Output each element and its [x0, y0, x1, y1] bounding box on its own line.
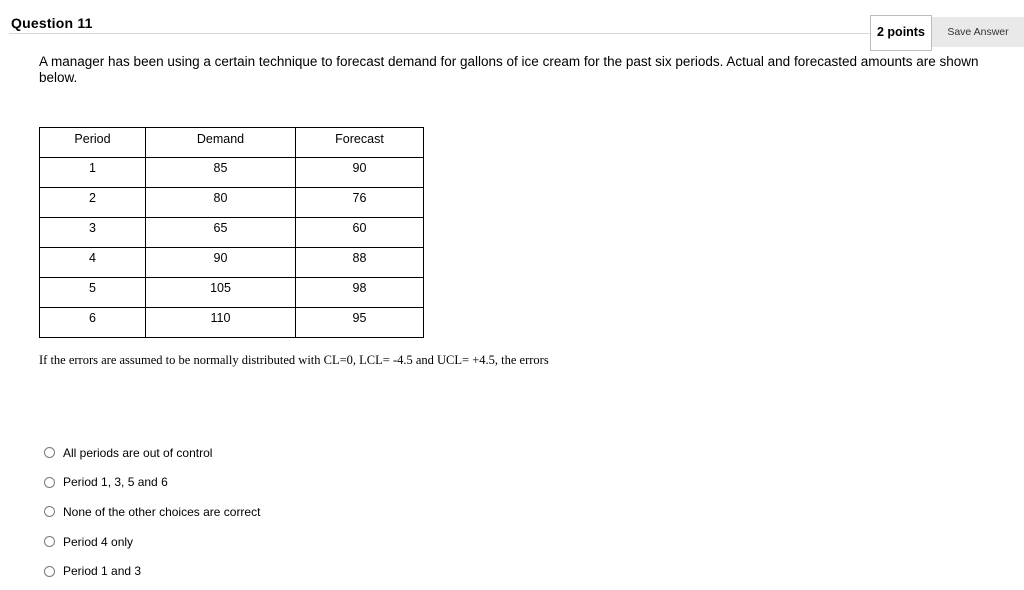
- radio-button[interactable]: [44, 566, 55, 577]
- answer-option[interactable]: [44, 527, 260, 557]
- cell-demand: 65: [146, 218, 296, 248]
- cell-demand: 90: [146, 248, 296, 278]
- radio-button[interactable]: [44, 506, 55, 517]
- radio-button[interactable]: [44, 536, 55, 547]
- cell-period: 1: [40, 158, 146, 188]
- header-divider: [9, 33, 871, 34]
- cell-demand: 105: [146, 278, 296, 308]
- question-intro: A manager has been using a certain technique to forecast demand for gallons of ice cream for the past six periods. Actual and forecasted amounts are shown below.: [39, 54, 979, 85]
- answer-label[interactable]: None of the other choices are correct: [63, 504, 261, 519]
- cell-forecast: 76: [296, 188, 424, 218]
- cell-forecast: 88: [296, 248, 424, 278]
- answer-label[interactable]: Period 4 only: [63, 534, 134, 549]
- answer-label[interactable]: Period 1 and 3: [63, 564, 142, 579]
- table-row: [40, 278, 424, 308]
- table-row: [40, 158, 424, 188]
- points-label: 2 points: [877, 25, 925, 39]
- points-badge: [870, 15, 932, 51]
- answer-option[interactable]: [44, 438, 260, 468]
- cell-demand: 85: [146, 158, 296, 188]
- cell-period: 6: [40, 308, 146, 338]
- answer-option[interactable]: [44, 497, 260, 527]
- answer-option[interactable]: [44, 556, 260, 586]
- save-answer-button[interactable]: Save Answer: [932, 17, 1024, 47]
- cell-forecast: 95: [296, 308, 424, 338]
- table-row: [40, 308, 424, 338]
- cell-forecast: 60: [296, 218, 424, 248]
- cell-period: 3: [40, 218, 146, 248]
- radio-button[interactable]: [44, 447, 55, 458]
- table-row: [40, 188, 424, 218]
- cell-demand: 110: [146, 308, 296, 338]
- answer-label[interactable]: Period 1, 3, 5 and 6: [63, 475, 168, 490]
- cell-demand: 80: [146, 188, 296, 218]
- answer-option[interactable]: [44, 468, 260, 498]
- answer-choices: [44, 438, 260, 586]
- answer-label[interactable]: All periods are out of control: [63, 445, 213, 460]
- header-demand: Demand: [146, 128, 296, 158]
- radio-button[interactable]: [44, 477, 55, 488]
- question-prompt: If the errors are assumed to be normally distributed with CL=0, LCL= -4.5 and UCL= +4.5, the errors: [39, 353, 549, 367]
- forecast-table: [39, 127, 424, 338]
- header-forecast: Forecast: [296, 128, 424, 158]
- table-row: [40, 248, 424, 278]
- table-row: [40, 218, 424, 248]
- cell-period: 4: [40, 248, 146, 278]
- question-header: [0, 0, 1024, 50]
- header-period: Period: [40, 128, 146, 158]
- question-title: Question 11: [11, 15, 93, 31]
- cell-period: 5: [40, 278, 146, 308]
- table-header-row: [40, 128, 424, 158]
- cell-forecast: 90: [296, 158, 424, 188]
- cell-period: 2: [40, 188, 146, 218]
- cell-forecast: 98: [296, 278, 424, 308]
